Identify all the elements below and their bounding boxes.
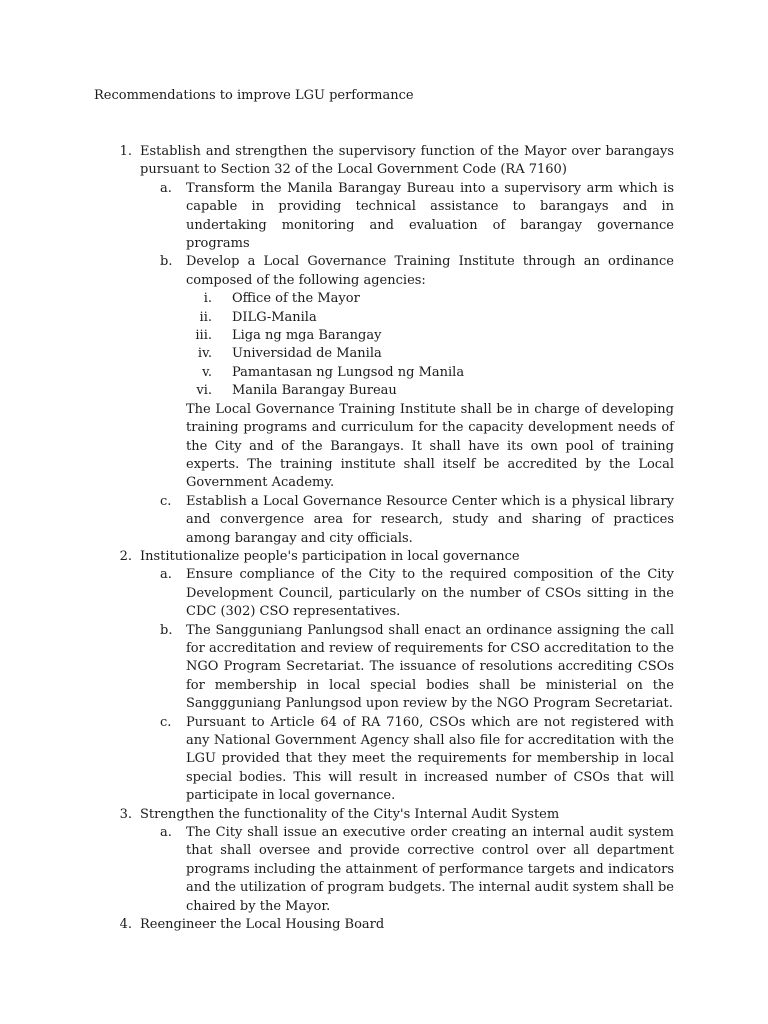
agency-name: Liga ng mga Barangay <box>232 328 382 344</box>
sub-item <box>140 253 674 492</box>
sub-item-text: Establish a Local Governance Resource Center which is a physical library and convergence area for research, study and sharing of practices among barangay and city officials. <box>186 493 674 546</box>
sub-item-label: b. <box>160 622 173 638</box>
agency-item <box>186 382 674 400</box>
recommendations-list <box>94 143 674 934</box>
agency-name: Pamantasan ng Lungsod ng Manila <box>232 364 465 380</box>
sub-item-label: c. <box>160 714 172 730</box>
agency-item <box>186 364 674 382</box>
item-number: 4. <box>119 917 132 933</box>
agency-list <box>186 290 674 400</box>
list-item <box>94 143 674 548</box>
agency-label: iv. <box>197 346 212 362</box>
agency-label: v. <box>202 364 212 380</box>
sub-item-label: a. <box>160 180 172 196</box>
item-number: 1. <box>119 144 132 159</box>
sub-item-text: Ensure compliance of the City to the required composition of the City Development Council, particularly on the number of CSOs sitting in the CDC (302) CSO representatives. <box>186 567 674 620</box>
item-text: Institutionalize people's participation in local governance <box>140 548 520 564</box>
sub-item <box>140 824 674 916</box>
institute-description: The Local Governance Training Institute shall be in charge of developing training programs and curriculum for the capacity development needs of the City and of the Barangays. It shall have its own pool of training experts. The training institute shall itself be accredited by the Local Government Academy. <box>186 401 674 491</box>
sub-item-label: b. <box>160 254 173 270</box>
item-text: Strengthen the functionality of the City's Internal Audit System <box>140 806 560 822</box>
agency-label: ii. <box>199 309 212 325</box>
sub-item-label: c. <box>160 493 172 509</box>
agency-name: Manila Barangay Bureau <box>232 383 397 399</box>
list-item <box>94 806 674 916</box>
recommendations-list-container <box>94 143 674 934</box>
sub-item-text: Transform the Manila Barangay Bureau into a supervisory arm which is capable in providing technical assistance to barangays and in undertaking monitoring and evaluation of barangay governance programs <box>186 180 674 252</box>
agency-name: Office of the Mayor <box>232 291 360 307</box>
agency-label: vi. <box>196 383 212 399</box>
sub-item <box>140 566 674 621</box>
sub-item-text: The City shall issue an executive order creating an internal audit system that shall oversee and provide corrective control over all department programs including the attainment of performance targets and indicators and the utilization of program budgets. The internal audit system shall be chaired by the Mayor. <box>186 825 674 914</box>
document-title: Recommendations to improve LGU performance <box>94 88 414 103</box>
list-item <box>94 916 674 934</box>
agency-name: Universidad de Manila <box>232 346 382 362</box>
agency-item <box>186 327 674 345</box>
agency-label: i. <box>203 291 212 307</box>
item-text: Establish and strengthen the supervisory function of the Mayor over barangays pursuant to Section 32 of the Local Government Code (RA 7160) <box>140 144 674 178</box>
sub-item <box>140 493 674 548</box>
agency-name: DILG-Manila <box>232 309 317 325</box>
sub-list <box>140 180 674 548</box>
item-number: 2. <box>119 548 132 564</box>
sub-item-label: a. <box>160 825 172 841</box>
sub-list <box>140 824 674 916</box>
sub-item-text: The Sangguniang Panlungsod shall enact an ordinance assigning the call for accreditation and review of requirements for CSO accreditation to the NGO Program Secretariat. The issuance of resolutions accrediting CSOs for membership in local special bodies shall be ministerial on the Sanggguniang Panlungsod upon review by the NGO Program Secretariat. <box>186 622 674 712</box>
item-text: Reengineer the Local Housing Board <box>140 917 385 933</box>
sub-item-label: a. <box>160 567 172 583</box>
sub-item-text: Pursuant to Article 64 of RA 7160, CSOs which are not registered with any National Government Agency shall also file for accreditation with the LGU provided that they meet the requirements for membership in local special bodies. This will result in increased number of CSOs that will participate in local governance. <box>186 714 674 804</box>
agency-item <box>186 290 674 308</box>
agency-item <box>186 309 674 327</box>
item-number: 3. <box>119 806 132 822</box>
sub-item <box>140 180 674 254</box>
agency-label: iii. <box>195 328 212 344</box>
list-item <box>94 548 674 806</box>
sub-item <box>140 622 674 714</box>
sub-list <box>140 566 674 805</box>
agency-item <box>186 345 674 363</box>
sub-item-text: Develop a Local Governance Training Institute through an ordinance composed of the following agencies: <box>186 254 674 288</box>
sub-item <box>140 714 674 806</box>
